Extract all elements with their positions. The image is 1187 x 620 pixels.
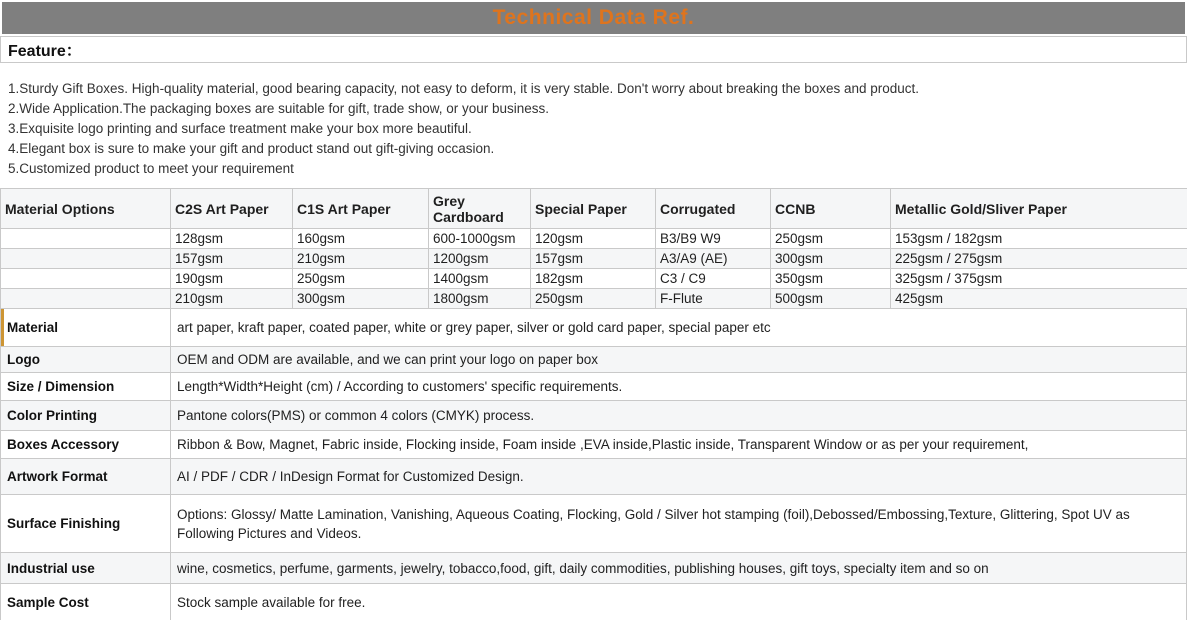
spec-cell: 190gsm bbox=[171, 269, 293, 289]
spec-cell: 325gsm / 375gsm bbox=[891, 269, 1187, 289]
spec-cell: 1800gsm bbox=[429, 289, 531, 309]
spec-cell: 250gsm bbox=[771, 229, 891, 249]
spec-cell: 350gsm bbox=[771, 269, 891, 289]
detail-row-artwork-format bbox=[1, 458, 1186, 494]
title-banner bbox=[2, 2, 1185, 34]
spec-cell: 210gsm bbox=[293, 249, 429, 269]
detail-value: Ribbon & Bow, Magnet, Fabric inside, Flocking inside, Foam inside ,EVA inside,Plastic inside, Transparent Window or as per your requirement, bbox=[177, 437, 1029, 452]
detail-value: art paper, kraft paper, coated paper, white or grey paper, silver or gold card paper, special paper etc bbox=[177, 320, 771, 335]
detail-label: Boxes Accessory bbox=[1, 431, 171, 458]
detail-label: Sample Cost bbox=[1, 584, 171, 620]
detail-row-industrial-use bbox=[1, 552, 1186, 583]
spec-cell: 157gsm bbox=[171, 249, 293, 269]
spec-cell: 1200gsm bbox=[429, 249, 531, 269]
table-row bbox=[1, 249, 1187, 269]
spec-cell: A3/A9 (AE) bbox=[656, 249, 771, 269]
column-header-material-options: Material Options bbox=[1, 189, 171, 229]
table-row bbox=[1, 289, 1187, 309]
feature-heading-box bbox=[0, 36, 1187, 63]
detail-row-surface-finishing bbox=[1, 494, 1186, 552]
detail-value: Options: Glossy/ Matte Lamination, Vanishing, Aqueous Coating, Flocking, Gold / Silver hot stamping (foil),Debossed/Embossing,Texture, Glittering, Spot UV as Following Pictures and Videos. bbox=[177, 506, 1130, 541]
spec-cell: 1400gsm bbox=[429, 269, 531, 289]
spec-cell: B3/B9 W9 bbox=[656, 229, 771, 249]
feature-item-4: 4.Elegant box is sure to make your gift and product stand out gift-giving occasion. bbox=[8, 141, 495, 156]
detail-label: Material bbox=[1, 309, 171, 346]
column-header-c1s-art-paper: C1S Art Paper bbox=[293, 189, 429, 229]
spec-cell: 500gsm bbox=[771, 289, 891, 309]
spec-cell: 600-1000gsm bbox=[429, 229, 531, 249]
detail-row-boxes-accessory bbox=[1, 430, 1186, 458]
spec-cell: 225gsm / 275gsm bbox=[891, 249, 1187, 269]
spec-cell: 300gsm bbox=[771, 249, 891, 269]
spec-cell: 160gsm bbox=[293, 229, 429, 249]
spec-cell: 250gsm bbox=[293, 269, 429, 289]
detail-label: Artwork Format bbox=[1, 459, 171, 494]
spec-cell: 120gsm bbox=[531, 229, 656, 249]
detail-label: Color Printing bbox=[1, 401, 171, 430]
detail-value: Length*Width*Height (cm) / According to customers' specific requirements. bbox=[177, 379, 623, 394]
column-header-metallic-paper: Metallic Gold/Sliver Paper bbox=[891, 189, 1187, 229]
table-header-row bbox=[1, 189, 1187, 229]
spec-cell: 250gsm bbox=[531, 289, 656, 309]
spec-cell bbox=[1, 289, 171, 309]
detail-value: AI / PDF / CDR / InDesign Format for Customized Design. bbox=[177, 469, 524, 484]
column-header-grey-cardboard: Grey Cardboard bbox=[429, 189, 531, 229]
feature-item-5: 5.Customized product to meet your requirement bbox=[8, 161, 294, 176]
detail-row-material bbox=[1, 309, 1186, 346]
spec-cell: F-Flute bbox=[656, 289, 771, 309]
detail-row-logo bbox=[1, 346, 1186, 372]
spec-cell bbox=[1, 229, 171, 249]
spec-cell: 153gsm / 182gsm bbox=[891, 229, 1187, 249]
feature-heading: Feature： bbox=[8, 43, 82, 60]
feature-item-3: 3.Exquisite logo printing and surface treatment make your box more beautiful. bbox=[8, 121, 472, 136]
column-header-corrugated: Corrugated bbox=[656, 189, 771, 229]
detail-label: Logo bbox=[1, 347, 171, 372]
spec-cell bbox=[1, 269, 171, 289]
column-header-c2s-art-paper: C2S Art Paper bbox=[171, 189, 293, 229]
spec-cell: 182gsm bbox=[531, 269, 656, 289]
page-title: Technical Data Ref. bbox=[492, 6, 695, 29]
table-row bbox=[1, 269, 1187, 289]
detail-row-color-printing bbox=[1, 400, 1186, 430]
detail-value: wine, cosmetics, perfume, garments, jewelry, tobacco,food, gift, daily commodities, publishing houses, gift toys, specialty item and so on bbox=[177, 560, 989, 576]
spec-cell: 300gsm bbox=[293, 289, 429, 309]
column-header-ccnb: CCNB bbox=[771, 189, 891, 229]
spec-cell: 128gsm bbox=[171, 229, 293, 249]
table-row bbox=[1, 229, 1187, 249]
feature-item-1: 1.Sturdy Gift Boxes. High-quality material, good bearing capacity, not easy to deform, it is very stable. Don't worry about breaking the boxes and product. bbox=[8, 81, 920, 96]
column-header-special-paper: Special Paper bbox=[531, 189, 656, 229]
detail-row-size-dimension bbox=[1, 372, 1186, 400]
feature-list bbox=[0, 63, 1187, 179]
spec-cell: 425gsm bbox=[891, 289, 1187, 309]
detail-row-sample-cost bbox=[1, 583, 1186, 620]
detail-value: OEM and ODM are available, and we can print your logo on paper box bbox=[177, 352, 598, 367]
detail-label: Surface Finishing bbox=[1, 495, 171, 552]
spec-cell: C3 / C9 bbox=[656, 269, 771, 289]
material-options-table bbox=[0, 188, 1187, 309]
spec-cell bbox=[1, 249, 171, 269]
spec-cell: 210gsm bbox=[171, 289, 293, 309]
detail-rows bbox=[0, 309, 1187, 620]
detail-value: Pantone colors(PMS) or common 4 colors (CMYK) process. bbox=[177, 408, 535, 423]
feature-item-2: 2.Wide Application.The packaging boxes are suitable for gift, trade show, or your business. bbox=[8, 101, 550, 116]
detail-label: Size / Dimension bbox=[1, 373, 171, 400]
spec-cell: 157gsm bbox=[531, 249, 656, 269]
detail-label: Industrial use bbox=[1, 553, 171, 583]
detail-value: Stock sample available for free. bbox=[177, 594, 366, 610]
